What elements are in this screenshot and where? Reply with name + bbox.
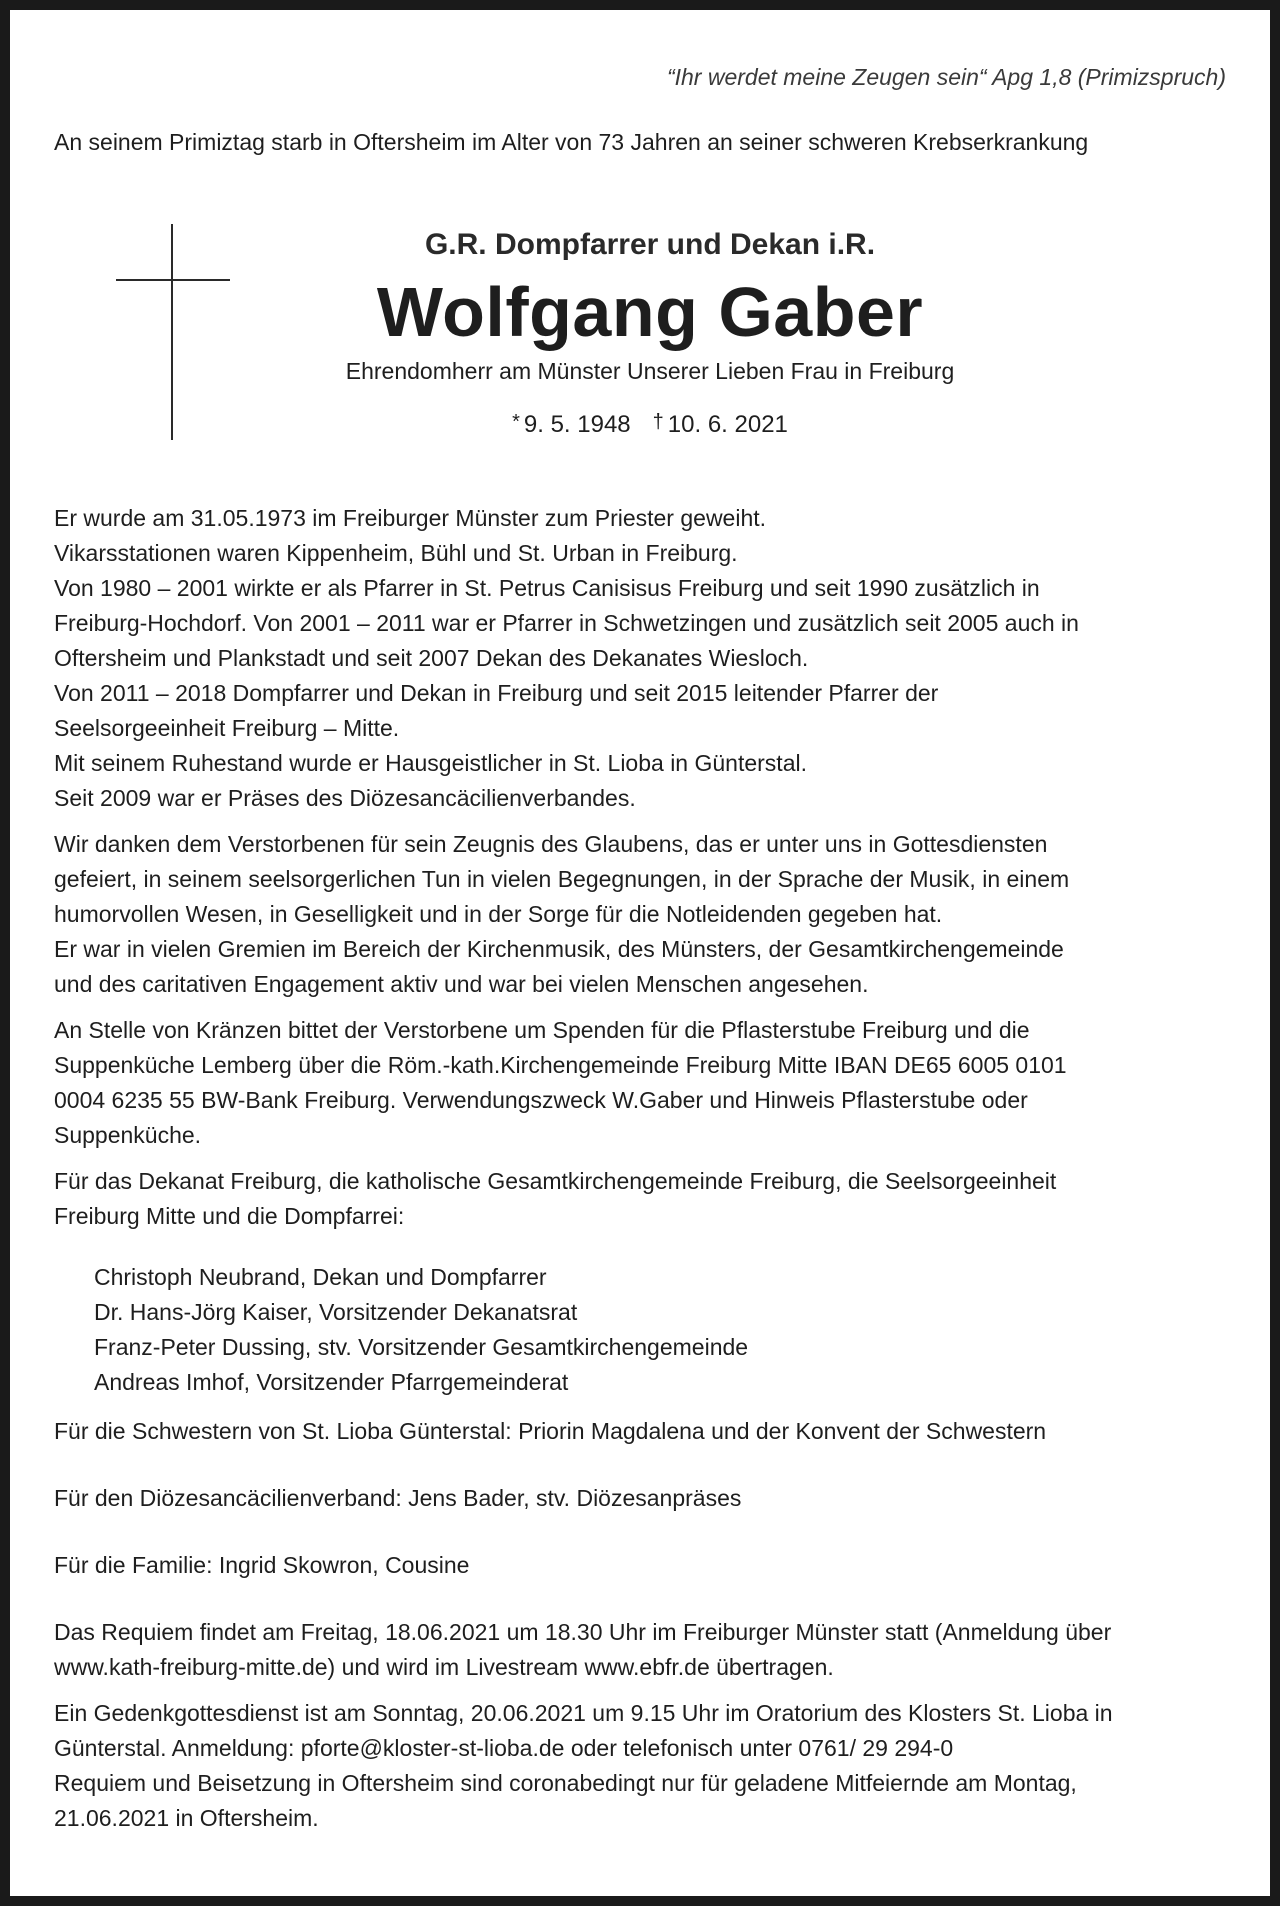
bio-line: Er wurde am 31.05.1973 im Freiburger Münster zum Priester geweiht. xyxy=(54,505,767,531)
bio-line: Seelsorgeeinheit Freiburg – Mitte. xyxy=(54,715,400,741)
choir-line: Für den Diözesancäcilienverband: Jens Bader, stv. Diözesanpräses xyxy=(54,1485,742,1511)
bio-line: Mit seinem Ruhestand wurde er Hausgeistlicher in St. Lioba in Günterstal. xyxy=(54,750,807,776)
motto-quote: “Ihr werdet meine Zeugen sein“ Apg 1,8 (Primizspruch) xyxy=(666,64,1226,90)
family-line: Für die Familie: Ingrid Skowron, Cousine xyxy=(54,1552,470,1578)
cross-icon xyxy=(114,224,232,440)
dekanat-line: Freiburg Mitte und die Dompfarrei: xyxy=(54,1203,405,1229)
memorial-paragraph xyxy=(54,1696,1254,1836)
thanks-paragraph xyxy=(54,827,1254,1002)
requiem-paragraph xyxy=(54,1615,1254,1685)
bio-line: Von 2011 – 2018 Dompfarrer und Dekan in Freiburg und seit 2015 leitender Pfarrer der xyxy=(54,680,939,706)
dekanat-paragraph xyxy=(54,1164,1254,1234)
signatory: Christoph Neubrand, Dekan und Dompfarrer xyxy=(94,1264,547,1290)
birth-date: 9. 5. 1948 xyxy=(523,411,631,438)
bio-line: Seit 2009 war er Präses des Diözesancäcilienverbandes. xyxy=(54,785,636,811)
memorial-line: Ein Gedenkgottesdienst ist am Sonntag, 20.06.2021 um 9.15 Uhr im Oratorium des Klosters St. Lioba in xyxy=(54,1700,1113,1726)
bio-line: Oftersheim und Plankstadt und seit 2007 Dekan des Dekanates Wiesloch. xyxy=(54,645,809,671)
thanks-line: Wir danken dem Verstorbenen für sein Zeugnis des Glaubens, das er unter uns in Gottesdiensten xyxy=(54,831,1048,857)
donation-line: 0004 6235 55 BW-Bank Freiburg. Verwendungszweck W.Gaber und Hinweis Pflasterstube oder xyxy=(54,1087,1028,1113)
memorial-line: Günterstal. Anmeldung: pforte@kloster-st-lioba.de oder telefonisch unter 0761/ 29 294-0 xyxy=(54,1735,954,1761)
thanks-line: humorvollen Wesen, in Geselligkeit und in der Sorge für die Notleidenden gegeben hat. xyxy=(54,901,943,927)
obituary-body xyxy=(54,501,1254,1847)
thanks-line: und des caritativen Engagement aktiv und war bei vielen Menschen angesehen. xyxy=(54,971,869,997)
intro-line: An seinem Primiztag starb in Oftersheim im Alter von 73 Jahren an seiner schweren Krebserkrankung xyxy=(54,129,1089,155)
rank-title: G.R. Dompfarrer und Dekan i.R. xyxy=(424,228,876,261)
signatory: Dr. Hans-Jörg Kaiser, Vorsitzender Dekanatsrat xyxy=(94,1299,578,1325)
signatories-list xyxy=(94,1260,1254,1400)
donations-paragraph xyxy=(54,1013,1254,1153)
life-dates xyxy=(250,411,1050,439)
deceased-name: Wolfgang Gaber xyxy=(376,273,924,351)
requiem-line: Das Requiem findet am Freitag, 18.06.2021 um 18.30 Uhr im Freiburger Münster statt (Anmeldung über xyxy=(54,1619,1112,1645)
signatory: Franz-Peter Dussing, stv. Vorsitzender Gesamtkirchengemeinde xyxy=(94,1334,749,1360)
bio-line: Von 1980 – 2001 wirkte er als Pfarrer in St. Petrus Canisisus Freiburg und seit 1990 zusätzlich in xyxy=(54,575,1040,601)
memorial-line: Requiem und Beisetzung in Oftersheim sind coronabedingt nur für geladene Mitfeiernde am Montag, xyxy=(54,1770,1077,1796)
signatory: Andreas Imhof, Vorsitzender Pfarrgemeinderat xyxy=(94,1369,569,1395)
donation-line: An Stelle von Kränzen bittet der Verstorbene um Spenden für die Pflasterstube Freiburg und die xyxy=(54,1017,1030,1043)
memorial-line: 21.06.2021 in Oftersheim. xyxy=(54,1805,319,1831)
donation-line: Suppenküche Lemberg über die Röm.-kath.Kirchengemeinde Freiburg Mitte IBAN DE65 6005 0101 xyxy=(54,1052,1067,1078)
dekanat-line: Für das Dekanat Freiburg, die katholische Gesamtkirchengemeinde Freiburg, die Seelsorgeeinheit xyxy=(54,1168,1057,1194)
thanks-line: gefeiert, in seinem seelsorgerlichen Tun in vielen Begegnungen, in der Sprache der Musik, in einem xyxy=(54,866,1070,892)
died-symbol: † xyxy=(652,411,664,433)
bio-line: Vikarsstationen waren Kippenheim, Bühl und St. Urban in Freiburg. xyxy=(54,540,738,566)
biography-paragraph xyxy=(54,501,1254,816)
born-symbol: * xyxy=(512,411,520,433)
donation-line: Suppenküche. xyxy=(54,1122,202,1148)
death-date: 10. 6. 2021 xyxy=(667,411,788,438)
bio-line: Freiburg-Hochdorf. Von 2001 – 2011 war er Pfarrer in Schwetzingen und zusätzlich seit 2005 auch in xyxy=(54,610,1079,636)
requiem-line: www.kath-freiburg-mitte.de) und wird im Livestream www.ebfr.de übertragen. xyxy=(54,1654,834,1680)
thanks-line: Er war in vielen Gremien im Bereich der Kirchenmusik, des Münsters, der Gesamtkirchengemeinde xyxy=(54,936,1064,962)
honorary-title: Ehrendomherr am Münster Unserer Lieben Frau in Freiburg xyxy=(345,358,955,384)
sisters-line: Für die Schwestern von St. Lioba Günterstal: Priorin Magdalena und der Konvent der Schwestern xyxy=(54,1418,1047,1444)
